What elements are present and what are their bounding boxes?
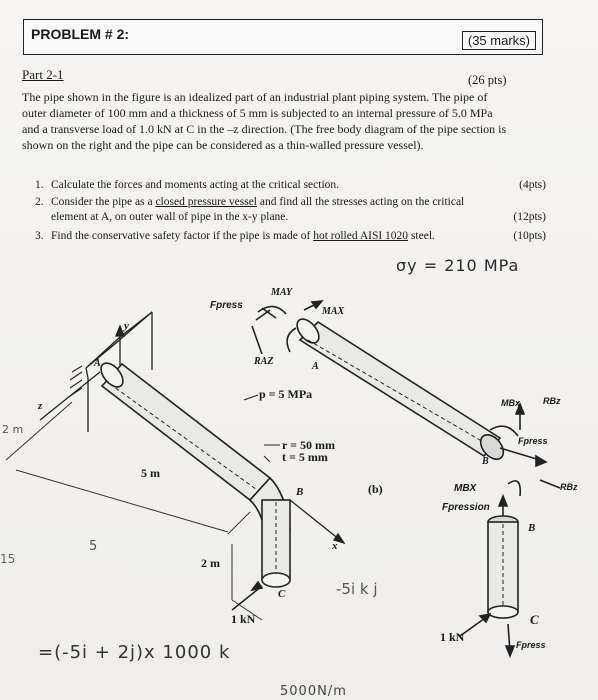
label-pressure: p = 5 MPa [259, 387, 313, 401]
label-f-press: Fpress [210, 300, 243, 311]
leader-lines [244, 395, 280, 462]
label-radius: r = 50 mm [282, 438, 335, 452]
pipe-segment-ab [97, 359, 270, 500]
x-axis [290, 500, 344, 543]
label-r-az: RAZ [254, 356, 274, 367]
dimension-2m-line [228, 512, 262, 620]
question-text-underlined: hot rolled AISI 1020 [313, 230, 409, 242]
paragraph-line: The pipe shown in the figure is an idealized part of an industrial plant piping system. The pipe of [22, 90, 488, 104]
label-thickness: t = 5 mm [282, 450, 328, 464]
label-b: B [296, 486, 304, 498]
question-text-part: and find all the stresses acting on the critical [257, 196, 465, 208]
label-axis-x: x [332, 540, 338, 552]
question-text-part: steel. [408, 230, 435, 242]
question-number: 3. [35, 230, 44, 242]
load-arrow-c [232, 582, 262, 610]
label-r-bz: RBz [543, 396, 561, 406]
pipe-segment-bc [262, 500, 290, 587]
handwritten-result: 5000N/m [280, 684, 347, 699]
label-c: C [278, 588, 286, 600]
label-m-ax: MAX [322, 306, 345, 317]
question-points: (12pts) [513, 211, 546, 223]
handwritten-fifteen: 15 [0, 552, 16, 566]
z-axis [40, 372, 100, 420]
label-b-fbd: B [482, 456, 489, 467]
handwritten-unit-vectors: -5i k j [336, 580, 378, 598]
question-points: (10pts) [513, 230, 546, 242]
problem-title: PROBLEM # 2: [31, 26, 130, 42]
problem-marks: (35 marks) [462, 31, 536, 50]
handwritten-cross-product: =(-5i + 2j)x 1000 k [38, 642, 231, 663]
label-a: A [94, 358, 101, 369]
question-text-part: Consider the pipe as a [51, 196, 156, 208]
label-f-press-right: Fpress [518, 436, 548, 446]
label-mbx-lower: MBX [454, 483, 477, 494]
paragraph-line: and a transverse load of 1.0 kN at C in the –z direction. (The free body diagram of the pipe section is [22, 122, 507, 136]
handwritten-five: 5 [89, 539, 98, 554]
handwritten-m-left: 2 m [2, 423, 24, 436]
label-fbd: (b) [368, 482, 383, 496]
label-1kn-fbd: 1 kN [440, 630, 465, 644]
label-axis-y: y [124, 320, 129, 332]
question-text-part: Find the conservative safety factor if the pipe is made of [51, 230, 314, 242]
paragraph-line: shown on the right and the pipe can be considered as a thin-walled pressure vessel). [22, 138, 424, 152]
label-rbz-lower: RBz [560, 482, 578, 492]
label-m-ay: MAY [271, 287, 293, 298]
label-a-fbd: A [312, 361, 319, 372]
question-points: (4pts) [519, 179, 546, 191]
label-axis-z: z [38, 400, 43, 412]
question-text-underlined: closed pressure vessel [155, 196, 257, 208]
question-text: Calculate the forces and moments acting at the critical section. [51, 179, 340, 191]
label-dim-5m: 5 m [141, 466, 160, 480]
fbd-pipe-bc [488, 516, 518, 618]
label-c-lower: C [530, 612, 539, 627]
part-points: (26 pts) [468, 73, 507, 87]
paragraph-line: outer diameter of 100 mm and a thickness of 5 mm is subjected to an internal pressure of 5.0 MPa [22, 106, 493, 120]
label-b-lower: B [528, 522, 536, 534]
label-m-bx: MBx [501, 398, 521, 408]
label-f-press-c: Fpress [516, 640, 546, 650]
label-dim-2m: 2 m [201, 556, 220, 570]
label-load: 1 kN [231, 612, 256, 626]
part-title: Part 2-1 [22, 67, 64, 82]
label-f-pression: Fpression [442, 502, 490, 513]
question-text-line2: element at A, on outer wall of pipe in the x-y plane. [51, 211, 289, 223]
handwritten-yield-strength: σy = 210 MPa [396, 256, 520, 275]
question-number: 2. [35, 196, 44, 208]
question-number: 1. [35, 179, 44, 191]
